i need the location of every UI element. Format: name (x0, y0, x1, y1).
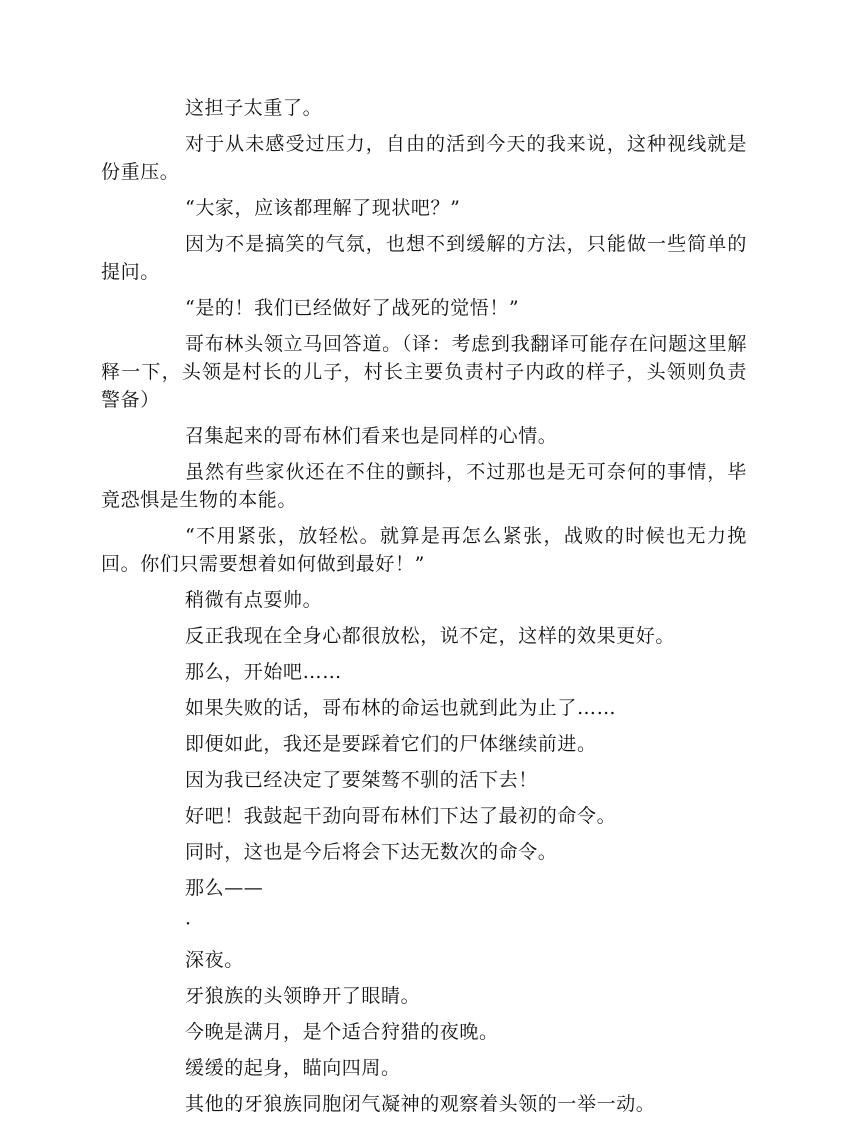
paragraph: 牙狼族的头领睁开了眼睛。 (185, 985, 421, 1007)
document-body (101, 94, 747, 1126)
paragraph: 其他的牙狼族同胞闭气凝神的观察着头领的一举一动。 (185, 1093, 656, 1115)
paragraph: “大家，应该都理解了现状吧？” (185, 197, 461, 219)
section-separator: · (185, 913, 192, 935)
paragraph: 反正我现在全身心都很放松，说不定，这样的效果更好。 (185, 625, 676, 647)
paragraph: 稍微有点耍帅。 (185, 589, 323, 611)
paragraph: 哥布林头领立马回答道。（译：考虑到我翻译可能存在问题这里解释一下，头领是村长的儿子，村长主要负责村子内政的样子，头领则负责警备） (101, 333, 747, 411)
paragraph: 因为我已经决定了要桀骜不驯的活下去！ (185, 769, 538, 791)
paragraph: 对于从未感受过压力，自由的活到今天的我来说，这种视线就是份重压。 (101, 133, 747, 183)
paragraph: 深夜。 (185, 949, 244, 971)
paragraph: 好吧！我鼓起干劲向哥布林们下达了最初的命令。 (185, 805, 617, 827)
paragraph: “不用紧张，放轻松。就算是再怎么紧张，战败的时候也无力挽回。你们只需要想着如何做到最好！” (101, 525, 747, 575)
paragraph: “是的！我们已经做好了战死的觉悟！” (185, 297, 520, 319)
paragraph: 这担子太重了。 (185, 97, 323, 119)
paragraph: 同时，这也是今后将会下达无数次的命令。 (185, 841, 558, 863)
paragraph: 虽然有些家伙还在不住的颤抖，不过那也是无可奈何的事情，毕竟恐惧是生物的本能。 (101, 461, 747, 511)
paragraph: 即便如此，我还是要踩着它们的尸体继续前进。 (185, 733, 597, 755)
paragraph: 如果失败的话，哥布林的命运也就到此为止了…… (185, 697, 617, 719)
paragraph: 那么，开始吧…… (185, 661, 342, 683)
paragraph: 因为不是搞笑的气氛，也想不到缓解的方法，只能做一些简单的提问。 (101, 233, 747, 283)
paragraph: 那么—— (185, 877, 264, 899)
paragraph: 召集起来的哥布林们看来也是同样的心情。 (185, 425, 558, 447)
paragraph: 今晚是满月，是个适合狩猎的夜晚。 (185, 1021, 499, 1043)
paragraph: 缓缓的起身，瞄向四周。 (185, 1057, 401, 1079)
